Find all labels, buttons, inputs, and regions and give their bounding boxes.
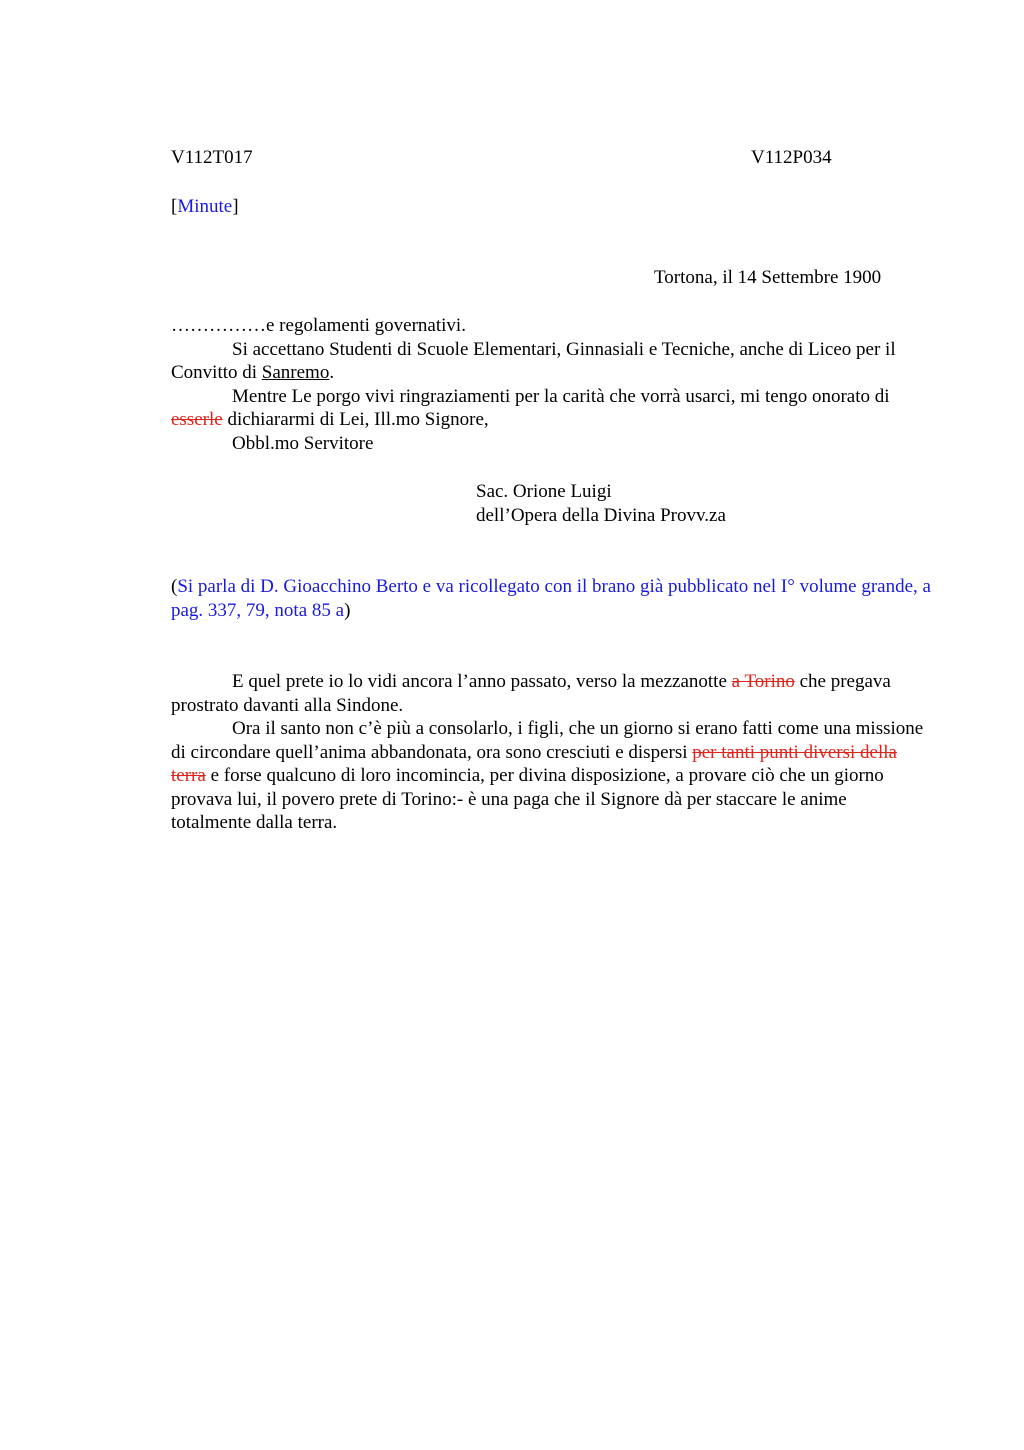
underlined-place-name: Sanremo [261,362,330,383]
struck-phrase-2: per tanti punti diversi della terra [171,741,897,786]
document-code-right: V112P034 [751,147,832,168]
minute-label [171,195,239,219]
minute-text: Minute [177,196,233,217]
date-line: Tortona, il 14 Settembre 1900 [654,267,882,288]
signature-line-1: Sac. Orione Luigi [476,481,612,502]
letter-paragraph-2-start: Mentre Le porgo vivi ringraziamenti per la carità che vorrà usarci, mi tengo onorato di [232,385,890,407]
excerpt-body [171,670,931,835]
note-text: Si parla di D. Gioacchino Berto e va ricollegato con il brano già pubblicato nel I° volume grande, a pag. 337, 79, nota 85 a [171,576,931,621]
letter-closing: Obbl.mo Servitore [232,432,374,454]
letter-paragraph-2 [171,385,931,432]
excerpt-paragraph-2 [171,717,931,835]
letter-opening-line: ……………e regolamenti governativi. [171,315,466,336]
struck-phrase-1: a Torino [731,671,795,692]
letter-body [171,314,931,455]
letter-paragraph-1 [171,338,931,385]
letter-paragraph-1-text: Si accettano Studenti di Scuole Elementari, Ginnasiali e Tecniche, anche di Liceo per il Convitto di [171,338,896,383]
signature-line-2: dell’Opera della Divina Provv.za [476,505,726,526]
editorial-note-paragraph [171,575,931,622]
editorial-note [171,575,931,622]
letter-paragraph-1-end: . [329,362,335,383]
excerpt-p1-end: che pregava prostrato davanti alla Sindone. [171,671,891,716]
excerpt-paragraph-1 [171,670,931,717]
struck-word: esserle [171,409,223,430]
excerpt-p2-start: Ora il santo non c’è più a consolarlo, i figli, che un giorno si erano fatti come una missione di circondare quell’anima abbandonata, ora sono cresciuti e dispersi [171,718,924,763]
minute-close-bracket: ] [232,196,239,217]
document-code-left: V112T017 [171,147,253,168]
excerpt-p1-start: E quel prete io lo vidi ancora l’anno passato, verso la mezzanotte [232,671,732,692]
minute-open-bracket: [ [171,196,178,217]
excerpt-p2-end: e forse qualcuno di loro incomincia, per divina disposizione, a provare ciò che un giorno provava lui, il povero prete di Torino:- è una paga che il Signore dà per staccare le anime totalmente dalla terra. [171,765,884,833]
note-open-paren: ( [171,576,178,597]
note-close-paren: ) [344,599,351,621]
letter-paragraph-2-end: dichiararmi di Lei, Ill.mo Signore, [222,409,489,430]
